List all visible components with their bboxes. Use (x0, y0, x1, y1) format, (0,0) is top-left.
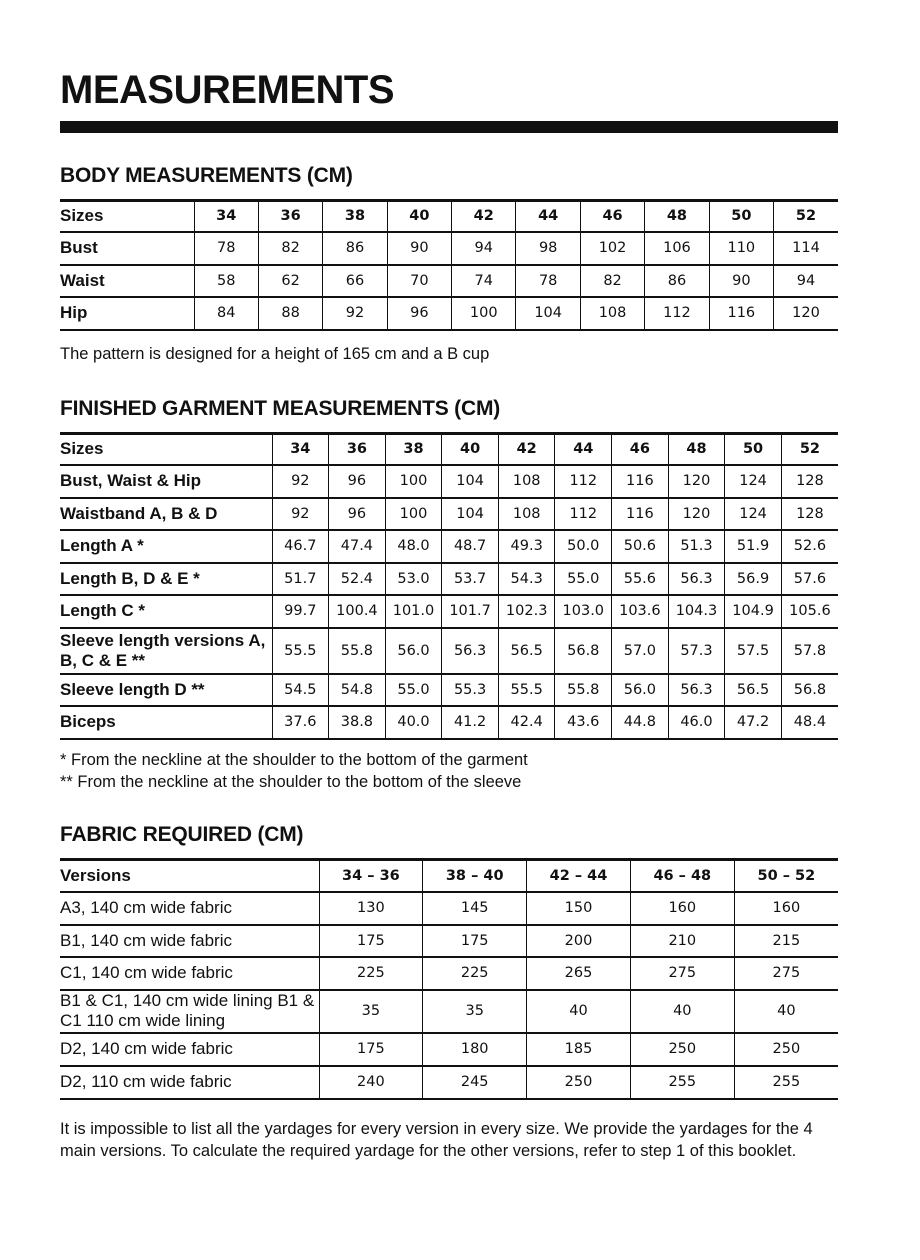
table-cell: 210 (630, 925, 734, 957)
table-cell: 124 (725, 498, 782, 530)
table-cell: 145 (423, 892, 527, 925)
table-cell: 112 (555, 465, 612, 498)
table-cell: 55.6 (612, 563, 669, 595)
table-cell: 108 (498, 498, 555, 530)
table-cell: 255 (630, 1066, 734, 1099)
header-cell: 48 (668, 434, 725, 465)
table-cell: 55.8 (555, 674, 612, 706)
table-cell: 55.0 (385, 674, 442, 706)
header-cell: 44 (555, 434, 612, 465)
table-cell: 90 (709, 265, 773, 297)
table-header-row (60, 201, 838, 232)
table-cell: 245 (423, 1066, 527, 1099)
table-cell: 96 (387, 297, 451, 330)
table-cell: 250 (630, 1033, 734, 1066)
table-cell: 35 (319, 990, 423, 1033)
garment-note-1: * From the neckline at the shoulder to the bottom of the garment (60, 751, 528, 769)
fabric-required-table (60, 858, 838, 1100)
table-cell: 185 (527, 1033, 631, 1066)
table-row (60, 1066, 838, 1099)
table-cell: 275 (630, 957, 734, 990)
table-cell: 108 (580, 297, 644, 330)
row-label: Bust (60, 232, 194, 265)
header-cell: 38 (323, 201, 387, 232)
table-cell: 52.6 (781, 530, 838, 563)
fabric-required-heading: FABRIC REQUIRED (CM) (60, 823, 304, 846)
row-label: B1 & C1, 140 cm wide lining B1 & C1 110 cm wide lining (60, 990, 319, 1033)
table-cell: 57.8 (781, 628, 838, 674)
table-cell: 108 (498, 465, 555, 498)
table-cell: 43.6 (555, 706, 612, 739)
table-cell: 54.5 (272, 674, 329, 706)
table-cell: 56.5 (725, 674, 782, 706)
table-cell: 78 (194, 232, 258, 265)
table-cell: 86 (323, 232, 387, 265)
row-label: Waist (60, 265, 194, 297)
table-cell: 56.3 (668, 674, 725, 706)
table-cell: 101.0 (385, 595, 442, 628)
header-cell: 50 (709, 201, 773, 232)
header-cell: 52 (774, 201, 838, 232)
table-cell: 102.3 (498, 595, 555, 628)
table-cell: 106 (645, 232, 709, 265)
table-row (60, 706, 838, 739)
table-cell: 55.5 (272, 628, 329, 674)
body-measurements-note: The pattern is designed for a height of 165 cm and a B cup (60, 345, 490, 363)
table-cell: 48.4 (781, 706, 838, 739)
table-row (60, 595, 838, 628)
table-cell: 175 (319, 1033, 423, 1066)
table-cell: 44.8 (612, 706, 669, 739)
table-cell: 100 (385, 465, 442, 498)
table-cell: 84 (194, 297, 258, 330)
table-cell: 57.6 (781, 563, 838, 595)
table-cell: 104 (442, 465, 499, 498)
table-cell: 92 (272, 465, 329, 498)
table-header-row (60, 860, 838, 892)
garment-measurements-heading: FINISHED GARMENT MEASUREMENTS (CM) (60, 397, 501, 420)
table-cell: 175 (423, 925, 527, 957)
title-rule (60, 121, 838, 133)
row-label: C1, 140 cm wide fabric (60, 957, 319, 990)
header-cell: 42 (452, 201, 516, 232)
table-cell: 40 (630, 990, 734, 1033)
table-cell: 56.0 (385, 628, 442, 674)
table-cell: 116 (709, 297, 773, 330)
table-cell: 250 (527, 1066, 631, 1099)
header-cell: 40 (442, 434, 499, 465)
table-row (60, 674, 838, 706)
row-label: Biceps (60, 706, 272, 739)
table-cell: 40 (734, 990, 838, 1033)
table-cell: 104.9 (725, 595, 782, 628)
table-cell: 41.2 (442, 706, 499, 739)
table-cell: 225 (423, 957, 527, 990)
table-cell: 128 (781, 465, 838, 498)
table-cell: 55.5 (498, 674, 555, 706)
row-label: Length A * (60, 530, 272, 563)
fabric-note: It is impossible to list all the yardages for every version in every size. We provide the yardages for the 4 main versions. To calculate the required yardage for the other versions, refer to step 1 of this booklet. (60, 1120, 813, 1160)
table-cell: 48.0 (385, 530, 442, 563)
table-cell: 56.8 (781, 674, 838, 706)
table-cell: 225 (319, 957, 423, 990)
row-label: D2, 140 cm wide fabric (60, 1033, 319, 1066)
header-cell: 42 – 44 (527, 860, 631, 892)
table-row (60, 297, 838, 330)
header-cell: 34 (194, 201, 258, 232)
table-row (60, 892, 838, 925)
body-measurements-heading: BODY MEASUREMENTS (CM) (60, 164, 353, 187)
table-cell: 88 (258, 297, 322, 330)
table-cell: 175 (319, 925, 423, 957)
header-label: Sizes (60, 201, 194, 232)
table-cell: 48.7 (442, 530, 499, 563)
table-cell: 46.7 (272, 530, 329, 563)
table-cell: 42.4 (498, 706, 555, 739)
table-cell: 100 (385, 498, 442, 530)
table-cell: 57.3 (668, 628, 725, 674)
table-cell: 114 (774, 232, 838, 265)
table-cell: 40.0 (385, 706, 442, 739)
table-cell: 66 (323, 265, 387, 297)
table-cell: 82 (580, 265, 644, 297)
row-label: B1, 140 cm wide fabric (60, 925, 319, 957)
table-cell: 96 (329, 498, 386, 530)
table-cell: 51.3 (668, 530, 725, 563)
row-label: D2, 110 cm wide fabric (60, 1066, 319, 1099)
row-label: Length C * (60, 595, 272, 628)
table-cell: 47.4 (329, 530, 386, 563)
table-row (60, 563, 838, 595)
table-cell: 40 (527, 990, 631, 1033)
table-cell: 82 (258, 232, 322, 265)
header-cell: 42 (498, 434, 555, 465)
table-cell: 92 (272, 498, 329, 530)
header-cell: 34 (272, 434, 329, 465)
body-measurements-table (60, 199, 838, 331)
table-cell: 56.3 (442, 628, 499, 674)
header-cell: 36 (258, 201, 322, 232)
header-cell: 48 (645, 201, 709, 232)
header-cell: 46 – 48 (630, 860, 734, 892)
table-cell: 110 (709, 232, 773, 265)
table-cell: 275 (734, 957, 838, 990)
garment-note-2: ** From the neckline at the shoulder to the bottom of the sleeve (60, 773, 522, 791)
table-cell: 54.8 (329, 674, 386, 706)
table-row (60, 957, 838, 990)
table-cell: 47.2 (725, 706, 782, 739)
header-label: Versions (60, 860, 319, 892)
table-cell: 120 (668, 465, 725, 498)
table-cell: 35 (423, 990, 527, 1033)
table-row (60, 530, 838, 563)
row-label: Length B, D & E * (60, 563, 272, 595)
header-cell: 50 (725, 434, 782, 465)
table-cell: 160 (734, 892, 838, 925)
table-cell: 56.8 (555, 628, 612, 674)
table-cell: 116 (612, 465, 669, 498)
table-cell: 54.3 (498, 563, 555, 595)
table-cell: 37.6 (272, 706, 329, 739)
table-row (60, 990, 838, 1033)
table-cell: 55.3 (442, 674, 499, 706)
header-cell: 52 (781, 434, 838, 465)
table-row (60, 265, 838, 297)
row-label: Hip (60, 297, 194, 330)
table-cell: 55.0 (555, 563, 612, 595)
table-cell: 94 (452, 232, 516, 265)
header-label: Sizes (60, 434, 272, 465)
table-header-row (60, 434, 838, 465)
table-cell: 101.7 (442, 595, 499, 628)
header-cell: 36 (329, 434, 386, 465)
header-cell: 44 (516, 201, 580, 232)
table-cell: 104.3 (668, 595, 725, 628)
table-cell: 90 (387, 232, 451, 265)
table-cell: 128 (781, 498, 838, 530)
row-label: Sleeve length D ** (60, 674, 272, 706)
table-cell: 98 (516, 232, 580, 265)
table-cell: 180 (423, 1033, 527, 1066)
row-label: A3, 140 cm wide fabric (60, 892, 319, 925)
header-cell: 46 (580, 201, 644, 232)
table-cell: 53.7 (442, 563, 499, 595)
table-cell: 70 (387, 265, 451, 297)
table-row (60, 498, 838, 530)
table-cell: 49.3 (498, 530, 555, 563)
table-cell: 46.0 (668, 706, 725, 739)
table-cell: 51.9 (725, 530, 782, 563)
table-cell: 56.5 (498, 628, 555, 674)
table-cell: 78 (516, 265, 580, 297)
table-cell: 104 (516, 297, 580, 330)
table-cell: 74 (452, 265, 516, 297)
table-cell: 120 (774, 297, 838, 330)
table-cell: 265 (527, 957, 631, 990)
table-cell: 50.0 (555, 530, 612, 563)
table-cell: 103.0 (555, 595, 612, 628)
table-cell: 99.7 (272, 595, 329, 628)
table-cell: 215 (734, 925, 838, 957)
table-cell: 86 (645, 265, 709, 297)
header-cell: 50 – 52 (734, 860, 838, 892)
table-cell: 160 (630, 892, 734, 925)
table-cell: 150 (527, 892, 631, 925)
page-title: MEASUREMENTS (60, 68, 395, 112)
table-cell: 200 (527, 925, 631, 957)
row-label: Sleeve length versions A, B, C & E ** (60, 628, 272, 674)
header-cell: 38 – 40 (423, 860, 527, 892)
table-cell: 55.8 (329, 628, 386, 674)
table-cell: 56.0 (612, 674, 669, 706)
table-row (60, 232, 838, 265)
table-cell: 100 (452, 297, 516, 330)
table-cell: 96 (329, 465, 386, 498)
table-cell: 92 (323, 297, 387, 330)
table-cell: 103.6 (612, 595, 669, 628)
table-cell: 105.6 (781, 595, 838, 628)
table-cell: 62 (258, 265, 322, 297)
table-cell: 130 (319, 892, 423, 925)
table-cell: 250 (734, 1033, 838, 1066)
garment-measurements-table (60, 432, 838, 740)
table-cell: 56.9 (725, 563, 782, 595)
table-cell: 240 (319, 1066, 423, 1099)
row-label: Bust, Waist & Hip (60, 465, 272, 498)
table-cell: 120 (668, 498, 725, 530)
table-cell: 104 (442, 498, 499, 530)
table-cell: 53.0 (385, 563, 442, 595)
table-cell: 94 (774, 265, 838, 297)
header-cell: 38 (385, 434, 442, 465)
row-label: Waistband A, B & D (60, 498, 272, 530)
table-cell: 100.4 (329, 595, 386, 628)
table-cell: 57.0 (612, 628, 669, 674)
table-row (60, 925, 838, 957)
table-cell: 52.4 (329, 563, 386, 595)
table-cell: 51.7 (272, 563, 329, 595)
table-row (60, 628, 838, 674)
header-cell: 34 – 36 (319, 860, 423, 892)
table-cell: 112 (645, 297, 709, 330)
table-cell: 124 (725, 465, 782, 498)
table-cell: 56.3 (668, 563, 725, 595)
header-cell: 40 (387, 201, 451, 232)
table-cell: 116 (612, 498, 669, 530)
table-row (60, 1033, 838, 1066)
table-cell: 102 (580, 232, 644, 265)
header-cell: 46 (612, 434, 669, 465)
table-cell: 112 (555, 498, 612, 530)
table-cell: 57.5 (725, 628, 782, 674)
table-cell: 50.6 (612, 530, 669, 563)
table-cell: 38.8 (329, 706, 386, 739)
table-row (60, 465, 838, 498)
table-cell: 255 (734, 1066, 838, 1099)
table-cell: 58 (194, 265, 258, 297)
